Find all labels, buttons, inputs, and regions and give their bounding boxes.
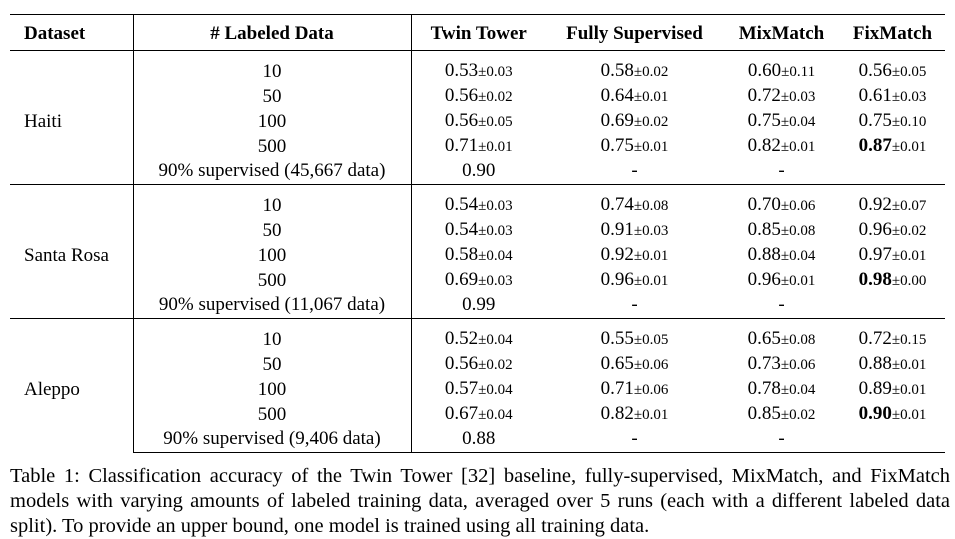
accuracy-cell bbox=[723, 84, 840, 109]
accuracy-std: ±0.02 bbox=[633, 114, 669, 130]
table-row bbox=[10, 84, 945, 109]
header-fully-supervised: Fully Supervised bbox=[546, 15, 723, 51]
accuracy-mean: 0.67 bbox=[444, 403, 479, 424]
accuracy-std: ±0.04 bbox=[780, 114, 816, 130]
accuracy-cell bbox=[546, 268, 723, 293]
accuracy-mean: 0.91 bbox=[600, 219, 634, 240]
accuracy-cell bbox=[411, 352, 546, 377]
accuracy-std: ±0.15 bbox=[891, 332, 927, 348]
accuracy-mean: 0.65 bbox=[600, 353, 634, 374]
accuracy-cell bbox=[411, 134, 546, 159]
accuracy-cell bbox=[546, 109, 723, 134]
accuracy-std: ±0.01 bbox=[633, 407, 669, 423]
labeled-count-cell: 500 bbox=[133, 268, 411, 293]
accuracy-std: ±0.06 bbox=[633, 357, 669, 373]
accuracy-cell bbox=[411, 51, 546, 85]
accuracy-std: ±0.05 bbox=[478, 114, 513, 130]
accuracy-mean: 0.98 bbox=[858, 269, 892, 290]
accuracy-mean: 0.54 bbox=[444, 219, 479, 240]
accuracy-std: ±0.01 bbox=[478, 139, 513, 155]
accuracy-std: ±0.03 bbox=[478, 273, 513, 289]
accuracy-std: ±0.02 bbox=[478, 357, 513, 373]
accuracy-cell bbox=[411, 319, 546, 353]
accuracy-std: ±0.10 bbox=[891, 114, 927, 130]
accuracy-cell bbox=[546, 218, 723, 243]
accuracy-cell bbox=[723, 134, 840, 159]
header-twin-tower: Twin Tower bbox=[411, 15, 546, 51]
labeled-count-cell: 500 bbox=[133, 402, 411, 427]
dataset-group bbox=[10, 319, 945, 453]
accuracy-std: ±0.01 bbox=[891, 248, 927, 264]
accuracy-mean: 0.70 bbox=[747, 194, 781, 215]
accuracy-std: ±0.02 bbox=[891, 223, 927, 239]
accuracy-mean: 0.92 bbox=[600, 244, 634, 265]
accuracy-cell bbox=[411, 185, 546, 219]
accuracy-cell bbox=[840, 185, 945, 219]
accuracy-std: ±0.06 bbox=[633, 382, 669, 398]
accuracy-std: ±0.01 bbox=[633, 273, 669, 289]
accuracy-cell bbox=[411, 218, 546, 243]
accuracy-cell bbox=[840, 109, 945, 134]
upper-bound-value: 0.90 bbox=[462, 160, 496, 181]
accuracy-mean: 0.78 bbox=[747, 378, 781, 399]
upper-bound-row bbox=[10, 293, 945, 319]
header-labeled-data: # Labeled Data bbox=[133, 15, 411, 51]
accuracy-cell bbox=[723, 243, 840, 268]
accuracy-std: ±0.08 bbox=[780, 223, 816, 239]
accuracy-mean: 0.88 bbox=[858, 353, 892, 374]
dataset-group bbox=[10, 185, 945, 319]
accuracy-mean: 0.82 bbox=[600, 403, 634, 424]
accuracy-std: ±0.06 bbox=[780, 198, 816, 214]
accuracy-std: ±0.03 bbox=[633, 223, 669, 239]
accuracy-mean: 0.75 bbox=[747, 110, 781, 131]
accuracy-cell bbox=[411, 402, 546, 427]
accuracy-mean: 0.52 bbox=[444, 328, 479, 349]
accuracy-mean: 0.71 bbox=[444, 135, 479, 156]
accuracy-std: ±0.06 bbox=[780, 357, 816, 373]
table-header-row bbox=[10, 15, 945, 51]
accuracy-std: ±0.01 bbox=[633, 139, 669, 155]
accuracy-std: ±0.01 bbox=[891, 357, 927, 373]
upper-bound-value bbox=[840, 159, 945, 185]
upper-bound-value: 0.88 bbox=[411, 427, 546, 453]
accuracy-cell bbox=[411, 243, 546, 268]
accuracy-std: ±0.02 bbox=[633, 64, 669, 80]
accuracy-std: ±0.03 bbox=[891, 89, 927, 105]
upper-bound-value: - bbox=[778, 160, 785, 181]
table-caption: Table 1: Classification accuracy of the Twin Tower [32] baseline, fully-supervised, MixMatch, and FixMatch models with varying amounts of labeled training data, averaged over 5 runs (each with a different labeled data split). To provide an upper bound, one model is trained using all training data. bbox=[10, 464, 950, 537]
accuracy-cell bbox=[723, 218, 840, 243]
accuracy-std: ±0.01 bbox=[633, 89, 669, 105]
upper-bound-value: - bbox=[546, 427, 723, 453]
accuracy-std: ±0.08 bbox=[633, 198, 669, 214]
accuracy-std: ±0.04 bbox=[478, 332, 513, 348]
accuracy-std: ±0.11 bbox=[781, 64, 816, 80]
labeled-count-cell: 10 bbox=[133, 51, 411, 85]
accuracy-mean: 0.60 bbox=[747, 60, 782, 81]
dataset-name: Aleppo bbox=[10, 319, 133, 453]
accuracy-cell bbox=[546, 377, 723, 402]
accuracy-std: ±0.03 bbox=[478, 198, 513, 214]
dataset-group bbox=[10, 51, 945, 185]
accuracy-cell bbox=[546, 185, 723, 219]
labeled-count-cell: 100 bbox=[133, 243, 411, 268]
accuracy-mean: 0.87 bbox=[858, 135, 892, 156]
accuracy-mean: 0.96 bbox=[858, 219, 892, 240]
accuracy-mean: 0.65 bbox=[747, 328, 781, 349]
upper-bound-value: - bbox=[778, 294, 785, 315]
accuracy-cell bbox=[723, 377, 840, 402]
labeled-count-cell: 10 bbox=[133, 319, 411, 353]
labeled-count-cell: 10 bbox=[133, 185, 411, 219]
accuracy-cell bbox=[840, 218, 945, 243]
dataset-name: Santa Rosa bbox=[10, 185, 133, 319]
table-row bbox=[10, 402, 945, 427]
accuracy-cell bbox=[723, 402, 840, 427]
accuracy-mean: 0.55 bbox=[600, 328, 634, 349]
accuracy-cell bbox=[411, 109, 546, 134]
accuracy-mean: 0.61 bbox=[858, 85, 892, 106]
accuracy-mean: 0.56 bbox=[444, 85, 479, 106]
dataset-name: Haiti bbox=[10, 51, 133, 185]
table-row bbox=[10, 377, 945, 402]
accuracy-std: ±0.02 bbox=[478, 89, 513, 105]
accuracy-std: ±0.04 bbox=[478, 407, 513, 423]
accuracy-mean: 0.56 bbox=[858, 60, 892, 81]
accuracy-mean: 0.53 bbox=[444, 60, 479, 81]
accuracy-cell bbox=[840, 352, 945, 377]
accuracy-mean: 0.96 bbox=[600, 269, 634, 290]
accuracy-mean: 0.96 bbox=[747, 269, 781, 290]
table-row bbox=[10, 268, 945, 293]
accuracy-mean: 0.64 bbox=[600, 85, 634, 106]
accuracy-mean: 0.54 bbox=[444, 194, 479, 215]
upper-bound-label: 90% supervised (11,067 data) bbox=[133, 293, 411, 319]
upper-bound-value: 0.99 bbox=[462, 294, 496, 315]
accuracy-cell bbox=[840, 134, 945, 159]
accuracy-mean: 0.56 bbox=[444, 353, 479, 374]
accuracy-mean: 0.74 bbox=[600, 194, 634, 215]
accuracy-cell bbox=[546, 84, 723, 109]
labeled-count-cell: 50 bbox=[133, 84, 411, 109]
table-row bbox=[10, 134, 945, 159]
accuracy-std: ±0.02 bbox=[780, 407, 816, 423]
accuracy-mean: 0.75 bbox=[858, 110, 892, 131]
accuracy-mean: 0.72 bbox=[858, 328, 892, 349]
accuracy-std: ±0.01 bbox=[780, 139, 816, 155]
accuracy-mean: 0.97 bbox=[858, 244, 892, 265]
header-dataset: Dataset bbox=[10, 15, 133, 51]
upper-bound-value: - bbox=[723, 427, 840, 453]
accuracy-cell bbox=[840, 51, 945, 85]
accuracy-cell bbox=[840, 268, 945, 293]
accuracy-cell bbox=[723, 352, 840, 377]
accuracy-std: ±0.00 bbox=[891, 273, 927, 289]
table-row bbox=[10, 218, 945, 243]
accuracy-std: ±0.08 bbox=[780, 332, 816, 348]
accuracy-mean: 0.92 bbox=[858, 194, 892, 215]
labeled-count-cell: 50 bbox=[133, 218, 411, 243]
accuracy-cell bbox=[411, 377, 546, 402]
accuracy-std: ±0.01 bbox=[891, 407, 927, 423]
upper-bound-row bbox=[10, 159, 945, 185]
accuracy-std: ±0.01 bbox=[891, 382, 927, 398]
table-row bbox=[10, 352, 945, 377]
accuracy-cell bbox=[723, 109, 840, 134]
table-row bbox=[10, 319, 945, 353]
accuracy-cell bbox=[546, 402, 723, 427]
accuracy-mean: 0.75 bbox=[600, 135, 634, 156]
accuracy-mean: 0.89 bbox=[858, 378, 892, 399]
accuracy-mean: 0.56 bbox=[444, 110, 479, 131]
upper-bound-value: - bbox=[631, 294, 638, 315]
accuracy-cell bbox=[546, 319, 723, 353]
results-table-figure bbox=[10, 14, 945, 453]
accuracy-std: ±0.05 bbox=[891, 64, 927, 80]
accuracy-mean: 0.85 bbox=[747, 219, 781, 240]
accuracy-mean: 0.85 bbox=[747, 403, 781, 424]
accuracy-cell bbox=[840, 402, 945, 427]
accuracy-std: ±0.01 bbox=[633, 248, 669, 264]
accuracy-cell bbox=[723, 185, 840, 219]
accuracy-std: ±0.07 bbox=[891, 198, 927, 214]
accuracy-std: ±0.04 bbox=[478, 382, 513, 398]
accuracy-std: ±0.01 bbox=[780, 273, 816, 289]
accuracy-cell bbox=[546, 51, 723, 85]
accuracy-std: ±0.04 bbox=[780, 382, 816, 398]
upper-bound-label: 90% supervised (45,667 data) bbox=[133, 159, 411, 185]
labeled-count-cell: 100 bbox=[133, 377, 411, 402]
accuracy-mean: 0.73 bbox=[747, 353, 781, 374]
accuracy-cell bbox=[723, 51, 840, 85]
results-table bbox=[10, 14, 945, 453]
labeled-count-cell: 500 bbox=[133, 134, 411, 159]
accuracy-mean: 0.82 bbox=[747, 135, 781, 156]
accuracy-mean: 0.88 bbox=[747, 244, 781, 265]
accuracy-cell bbox=[723, 319, 840, 353]
header-fixmatch: FixMatch bbox=[840, 15, 945, 51]
header-mixmatch: MixMatch bbox=[723, 15, 840, 51]
accuracy-cell bbox=[411, 268, 546, 293]
accuracy-std: ±0.05 bbox=[633, 332, 669, 348]
accuracy-mean: 0.90 bbox=[858, 403, 892, 424]
accuracy-std: ±0.03 bbox=[780, 89, 816, 105]
accuracy-std: ±0.04 bbox=[780, 248, 816, 264]
labeled-count-cell: 50 bbox=[133, 352, 411, 377]
accuracy-mean: 0.57 bbox=[444, 378, 479, 399]
accuracy-std: ±0.04 bbox=[478, 248, 513, 264]
accuracy-mean: 0.69 bbox=[600, 110, 634, 131]
accuracy-cell bbox=[546, 243, 723, 268]
table-row bbox=[10, 243, 945, 268]
table-row bbox=[10, 185, 945, 219]
accuracy-cell bbox=[840, 377, 945, 402]
accuracy-cell bbox=[411, 84, 546, 109]
upper-bound-label: 90% supervised (9,406 data) bbox=[133, 427, 411, 453]
labeled-count-cell: 100 bbox=[133, 109, 411, 134]
accuracy-mean: 0.58 bbox=[600, 60, 634, 81]
table-row bbox=[10, 109, 945, 134]
accuracy-mean: 0.71 bbox=[600, 378, 634, 399]
accuracy-cell bbox=[546, 352, 723, 377]
accuracy-cell bbox=[840, 243, 945, 268]
upper-bound-row bbox=[10, 427, 945, 453]
upper-bound-value: - bbox=[631, 160, 638, 181]
table-row bbox=[10, 51, 945, 85]
accuracy-std: ±0.03 bbox=[478, 64, 513, 80]
accuracy-cell bbox=[840, 84, 945, 109]
accuracy-cell bbox=[723, 268, 840, 293]
accuracy-cell bbox=[840, 319, 945, 353]
accuracy-mean: 0.72 bbox=[747, 85, 781, 106]
accuracy-std: ±0.01 bbox=[891, 139, 927, 155]
upper-bound-value bbox=[840, 293, 945, 319]
accuracy-std: ±0.03 bbox=[478, 223, 513, 239]
accuracy-cell bbox=[546, 134, 723, 159]
accuracy-mean: 0.58 bbox=[444, 244, 479, 265]
upper-bound-value bbox=[840, 427, 945, 453]
accuracy-mean: 0.69 bbox=[444, 269, 479, 290]
